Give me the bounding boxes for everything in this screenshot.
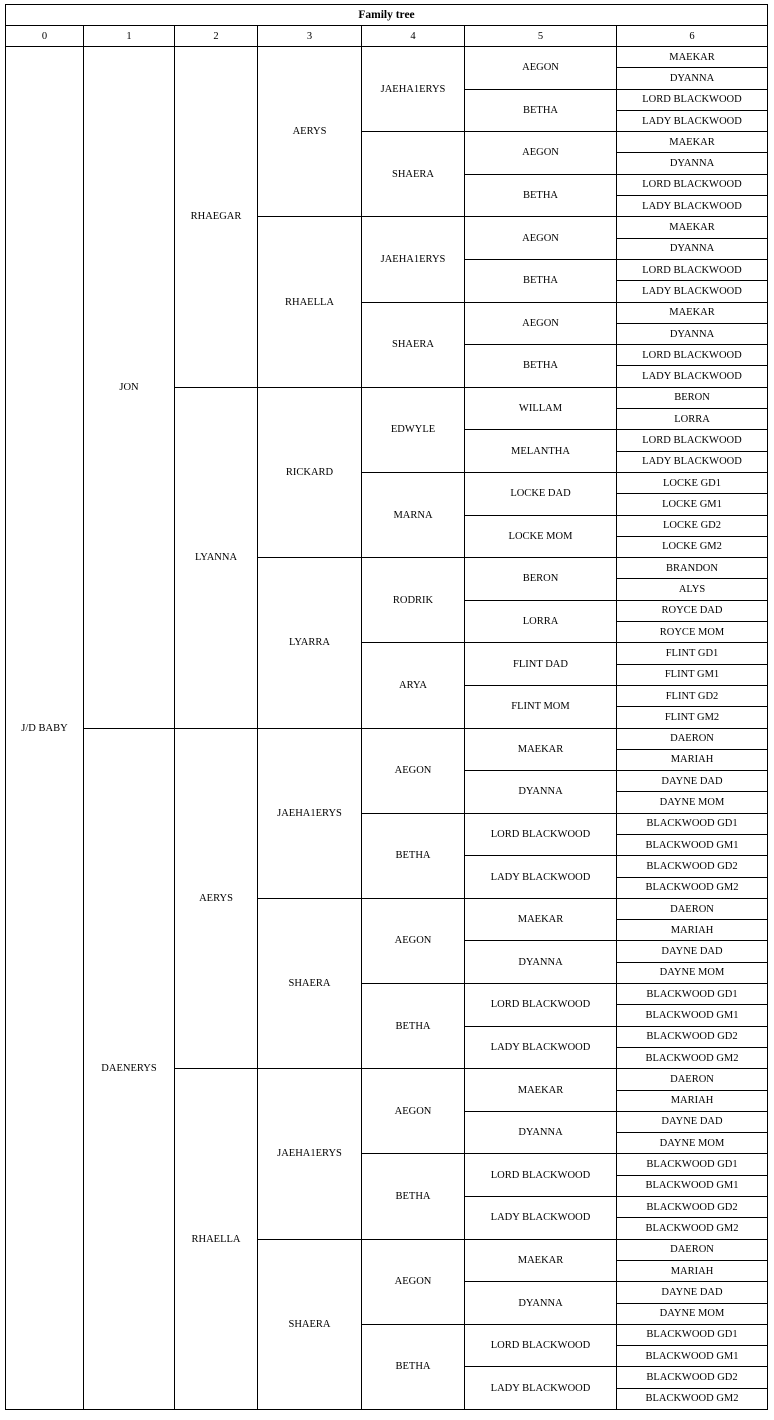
ancestor-gen-6: BLACKWOOD GM1 xyxy=(617,1175,768,1196)
ancestor-gen-6: LOCKE GM1 xyxy=(617,494,768,515)
ancestor-gen-6: ROYCE DAD xyxy=(617,600,768,621)
ancestor-gen-6: DYANNA xyxy=(617,68,768,89)
tree-row xyxy=(6,47,768,68)
generation-header: 4 xyxy=(362,26,465,47)
ancestor-gen-6: MAEKAR xyxy=(617,132,768,153)
ancestor-gen-6: LADY BLACKWOOD xyxy=(617,196,768,217)
generation-header: 5 xyxy=(465,26,617,47)
ancestor-gen-4: EDWYLE xyxy=(362,387,465,472)
ancestor-gen-4: JAEHA1ERYS xyxy=(362,217,465,302)
ancestor-gen-6: BLACKWOOD GM2 xyxy=(617,1218,768,1239)
ancestor-gen-6: BLACKWOOD GM2 xyxy=(617,1047,768,1068)
ancestor-gen-5: BETHA xyxy=(465,345,617,388)
ancestor-gen-6: LADY BLACKWOOD xyxy=(617,281,768,302)
ancestor-gen-5: DYANNA xyxy=(465,1111,617,1154)
ancestor-gen-3: AERYS xyxy=(258,47,362,217)
ancestor-gen-1: DAENERYS xyxy=(84,728,175,1410)
ancestor-gen-6: DAYNE MOM xyxy=(617,1303,768,1324)
ancestor-gen-1: JON xyxy=(84,47,175,729)
ancestor-gen-3: RICKARD xyxy=(258,387,362,557)
ancestor-gen-6: BLACKWOOD GM1 xyxy=(617,1346,768,1367)
ancestor-gen-6: LOCKE GD2 xyxy=(617,515,768,536)
ancestor-gen-6: LADY BLACKWOOD xyxy=(617,366,768,387)
ancestor-gen-5: AEGON xyxy=(465,302,617,345)
ancestor-gen-6: DAYNE DAD xyxy=(617,1111,768,1132)
ancestor-gen-6: ROYCE MOM xyxy=(617,622,768,643)
ancestor-gen-6: DYANNA xyxy=(617,153,768,174)
ancestor-gen-6: ALYS xyxy=(617,579,768,600)
ancestor-gen-5: MAEKAR xyxy=(465,898,617,941)
ancestor-gen-3: SHAERA xyxy=(258,898,362,1068)
ancestor-gen-4: BETHA xyxy=(362,984,465,1069)
ancestor-gen-6: MARIAH xyxy=(617,1260,768,1281)
ancestor-gen-4: SHAERA xyxy=(362,302,465,387)
tree-body xyxy=(6,47,768,1410)
ancestor-gen-3: JAEHA1ERYS xyxy=(258,1069,362,1239)
ancestor-gen-5: BETHA xyxy=(465,89,617,132)
tree-row xyxy=(6,728,768,749)
ancestor-gen-5: DYANNA xyxy=(465,771,617,814)
ancestor-gen-3: RHAELLA xyxy=(258,217,362,387)
ancestor-gen-6: LORRA xyxy=(617,409,768,430)
ancestor-gen-6: BLACKWOOD GD1 xyxy=(617,813,768,834)
ancestor-gen-5: LADY BLACKWOOD xyxy=(465,1367,617,1410)
ancestor-gen-5: AEGON xyxy=(465,47,617,90)
table-title: Family tree xyxy=(6,5,768,26)
ancestor-gen-5: LORD BLACKWOOD xyxy=(465,1324,617,1367)
ancestor-gen-6: DAYNE DAD xyxy=(617,1282,768,1303)
ancestor-gen-2: RHAEGAR xyxy=(175,47,258,388)
ancestor-gen-6: MAEKAR xyxy=(617,47,768,68)
ancestor-gen-4: JAEHA1ERYS xyxy=(362,47,465,132)
ancestor-gen-5: MAEKAR xyxy=(465,1239,617,1282)
generation-header-row xyxy=(6,26,768,47)
ancestor-gen-4: AEGON xyxy=(362,898,465,983)
ancestor-gen-6: LORD BLACKWOOD xyxy=(617,259,768,280)
ancestor-gen-6: BLACKWOOD GM2 xyxy=(617,1388,768,1409)
ancestor-gen-6: DYANNA xyxy=(617,238,768,259)
ancestor-gen-6: DAYNE MOM xyxy=(617,792,768,813)
ancestor-gen-4: ARYA xyxy=(362,643,465,728)
ancestor-gen-6: BLACKWOOD GD2 xyxy=(617,1026,768,1047)
ancestor-gen-6: LORD BLACKWOOD xyxy=(617,174,768,195)
ancestor-gen-6: DAERON xyxy=(617,1069,768,1090)
ancestor-gen-6: LADY BLACKWOOD xyxy=(617,110,768,131)
ancestor-gen-2: RHAELLA xyxy=(175,1069,258,1410)
ancestor-gen-5: FLINT DAD xyxy=(465,643,617,686)
ancestor-gen-6: DYANNA xyxy=(617,323,768,344)
ancestor-gen-4: AEGON xyxy=(362,728,465,813)
ancestor-gen-6: BRANDON xyxy=(617,558,768,579)
ancestor-gen-6: DAYNE MOM xyxy=(617,962,768,983)
ancestor-gen-5: MAEKAR xyxy=(465,1069,617,1112)
ancestor-gen-5: DYANNA xyxy=(465,941,617,984)
ancestor-gen-6: MARIAH xyxy=(617,920,768,941)
ancestor-gen-5: LORD BLACKWOOD xyxy=(465,984,617,1027)
ancestor-gen-6: LOCKE GM2 xyxy=(617,536,768,557)
ancestor-gen-5: WILLAM xyxy=(465,387,617,430)
ancestor-gen-5: LADY BLACKWOOD xyxy=(465,856,617,899)
ancestor-gen-4: RODRIK xyxy=(362,558,465,643)
ancestor-gen-6: DAERON xyxy=(617,728,768,749)
ancestor-gen-4: BETHA xyxy=(362,813,465,898)
ancestor-gen-5: FLINT MOM xyxy=(465,685,617,728)
ancestor-gen-6: MARIAH xyxy=(617,1090,768,1111)
ancestor-gen-6: DAERON xyxy=(617,898,768,919)
generation-header: 1 xyxy=(84,26,175,47)
ancestor-gen-6: BLACKWOOD GM1 xyxy=(617,1005,768,1026)
ancestor-gen-6: DAERON xyxy=(617,1239,768,1260)
ancestor-gen-2: AERYS xyxy=(175,728,258,1069)
ancestor-gen-6: BLACKWOOD GD1 xyxy=(617,984,768,1005)
ancestor-gen-4: SHAERA xyxy=(362,132,465,217)
ancestor-gen-4: AEGON xyxy=(362,1239,465,1324)
generation-header: 3 xyxy=(258,26,362,47)
ancestor-gen-5: LOCKE DAD xyxy=(465,472,617,515)
ancestor-gen-5: LADY BLACKWOOD xyxy=(465,1026,617,1069)
ancestor-gen-6: DAYNE DAD xyxy=(617,941,768,962)
ancestor-gen-6: BLACKWOOD GD2 xyxy=(617,1367,768,1388)
ancestor-gen-2: LYANNA xyxy=(175,387,258,728)
ancestor-gen-6: FLINT GM1 xyxy=(617,664,768,685)
ancestor-gen-6: MAEKAR xyxy=(617,217,768,238)
ancestor-gen-0: J/D BABY xyxy=(6,47,84,1410)
ancestor-gen-5: AEGON xyxy=(465,132,617,175)
ancestor-gen-4: BETHA xyxy=(362,1324,465,1409)
generation-header: 2 xyxy=(175,26,258,47)
ancestor-gen-4: AEGON xyxy=(362,1069,465,1154)
ancestor-gen-6: BLACKWOOD GM2 xyxy=(617,877,768,898)
ancestor-gen-6: FLINT GM2 xyxy=(617,707,768,728)
ancestor-gen-4: MARNA xyxy=(362,472,465,557)
ancestor-gen-6: LORD BLACKWOOD xyxy=(617,345,768,366)
generation-header: 6 xyxy=(617,26,768,47)
ancestor-gen-5: MELANTHA xyxy=(465,430,617,473)
ancestor-gen-6: BLACKWOOD GM1 xyxy=(617,834,768,855)
generation-header: 0 xyxy=(6,26,84,47)
ancestor-gen-6: LORD BLACKWOOD xyxy=(617,89,768,110)
ancestor-gen-4: BETHA xyxy=(362,1154,465,1239)
ancestor-gen-3: SHAERA xyxy=(258,1239,362,1409)
title-row xyxy=(6,5,768,26)
ancestor-gen-6: BLACKWOOD GD1 xyxy=(617,1154,768,1175)
ancestor-gen-5: BERON xyxy=(465,558,617,601)
ancestor-gen-5: LORD BLACKWOOD xyxy=(465,813,617,856)
ancestor-gen-6: MAEKAR xyxy=(617,302,768,323)
ancestor-gen-5: LOCKE MOM xyxy=(465,515,617,558)
ancestor-gen-5: LORRA xyxy=(465,600,617,643)
ancestor-gen-6: LOCKE GD1 xyxy=(617,472,768,493)
ancestor-gen-6: BLACKWOOD GD2 xyxy=(617,856,768,877)
ancestor-gen-6: DAYNE DAD xyxy=(617,771,768,792)
ancestor-gen-6: MARIAH xyxy=(617,749,768,770)
ancestor-gen-5: DYANNA xyxy=(465,1282,617,1325)
ancestor-gen-6: LORD BLACKWOOD xyxy=(617,430,768,451)
ancestor-gen-6: BLACKWOOD GD2 xyxy=(617,1197,768,1218)
ancestor-gen-6: BERON xyxy=(617,387,768,408)
ancestor-gen-5: MAEKAR xyxy=(465,728,617,771)
ancestor-gen-3: JAEHA1ERYS xyxy=(258,728,362,898)
ancestor-gen-3: LYARRA xyxy=(258,558,362,728)
ancestor-gen-5: AEGON xyxy=(465,217,617,260)
ancestor-gen-5: LADY BLACKWOOD xyxy=(465,1197,617,1240)
ancestor-gen-6: FLINT GD2 xyxy=(617,685,768,706)
ancestor-gen-5: BETHA xyxy=(465,174,617,217)
ancestor-gen-6: DAYNE MOM xyxy=(617,1133,768,1154)
ancestor-gen-6: LADY BLACKWOOD xyxy=(617,451,768,472)
family-tree-table xyxy=(5,4,768,1410)
ancestor-gen-5: LORD BLACKWOOD xyxy=(465,1154,617,1197)
ancestor-gen-5: BETHA xyxy=(465,259,617,302)
ancestor-gen-6: BLACKWOOD GD1 xyxy=(617,1324,768,1345)
ancestor-gen-6: FLINT GD1 xyxy=(617,643,768,664)
